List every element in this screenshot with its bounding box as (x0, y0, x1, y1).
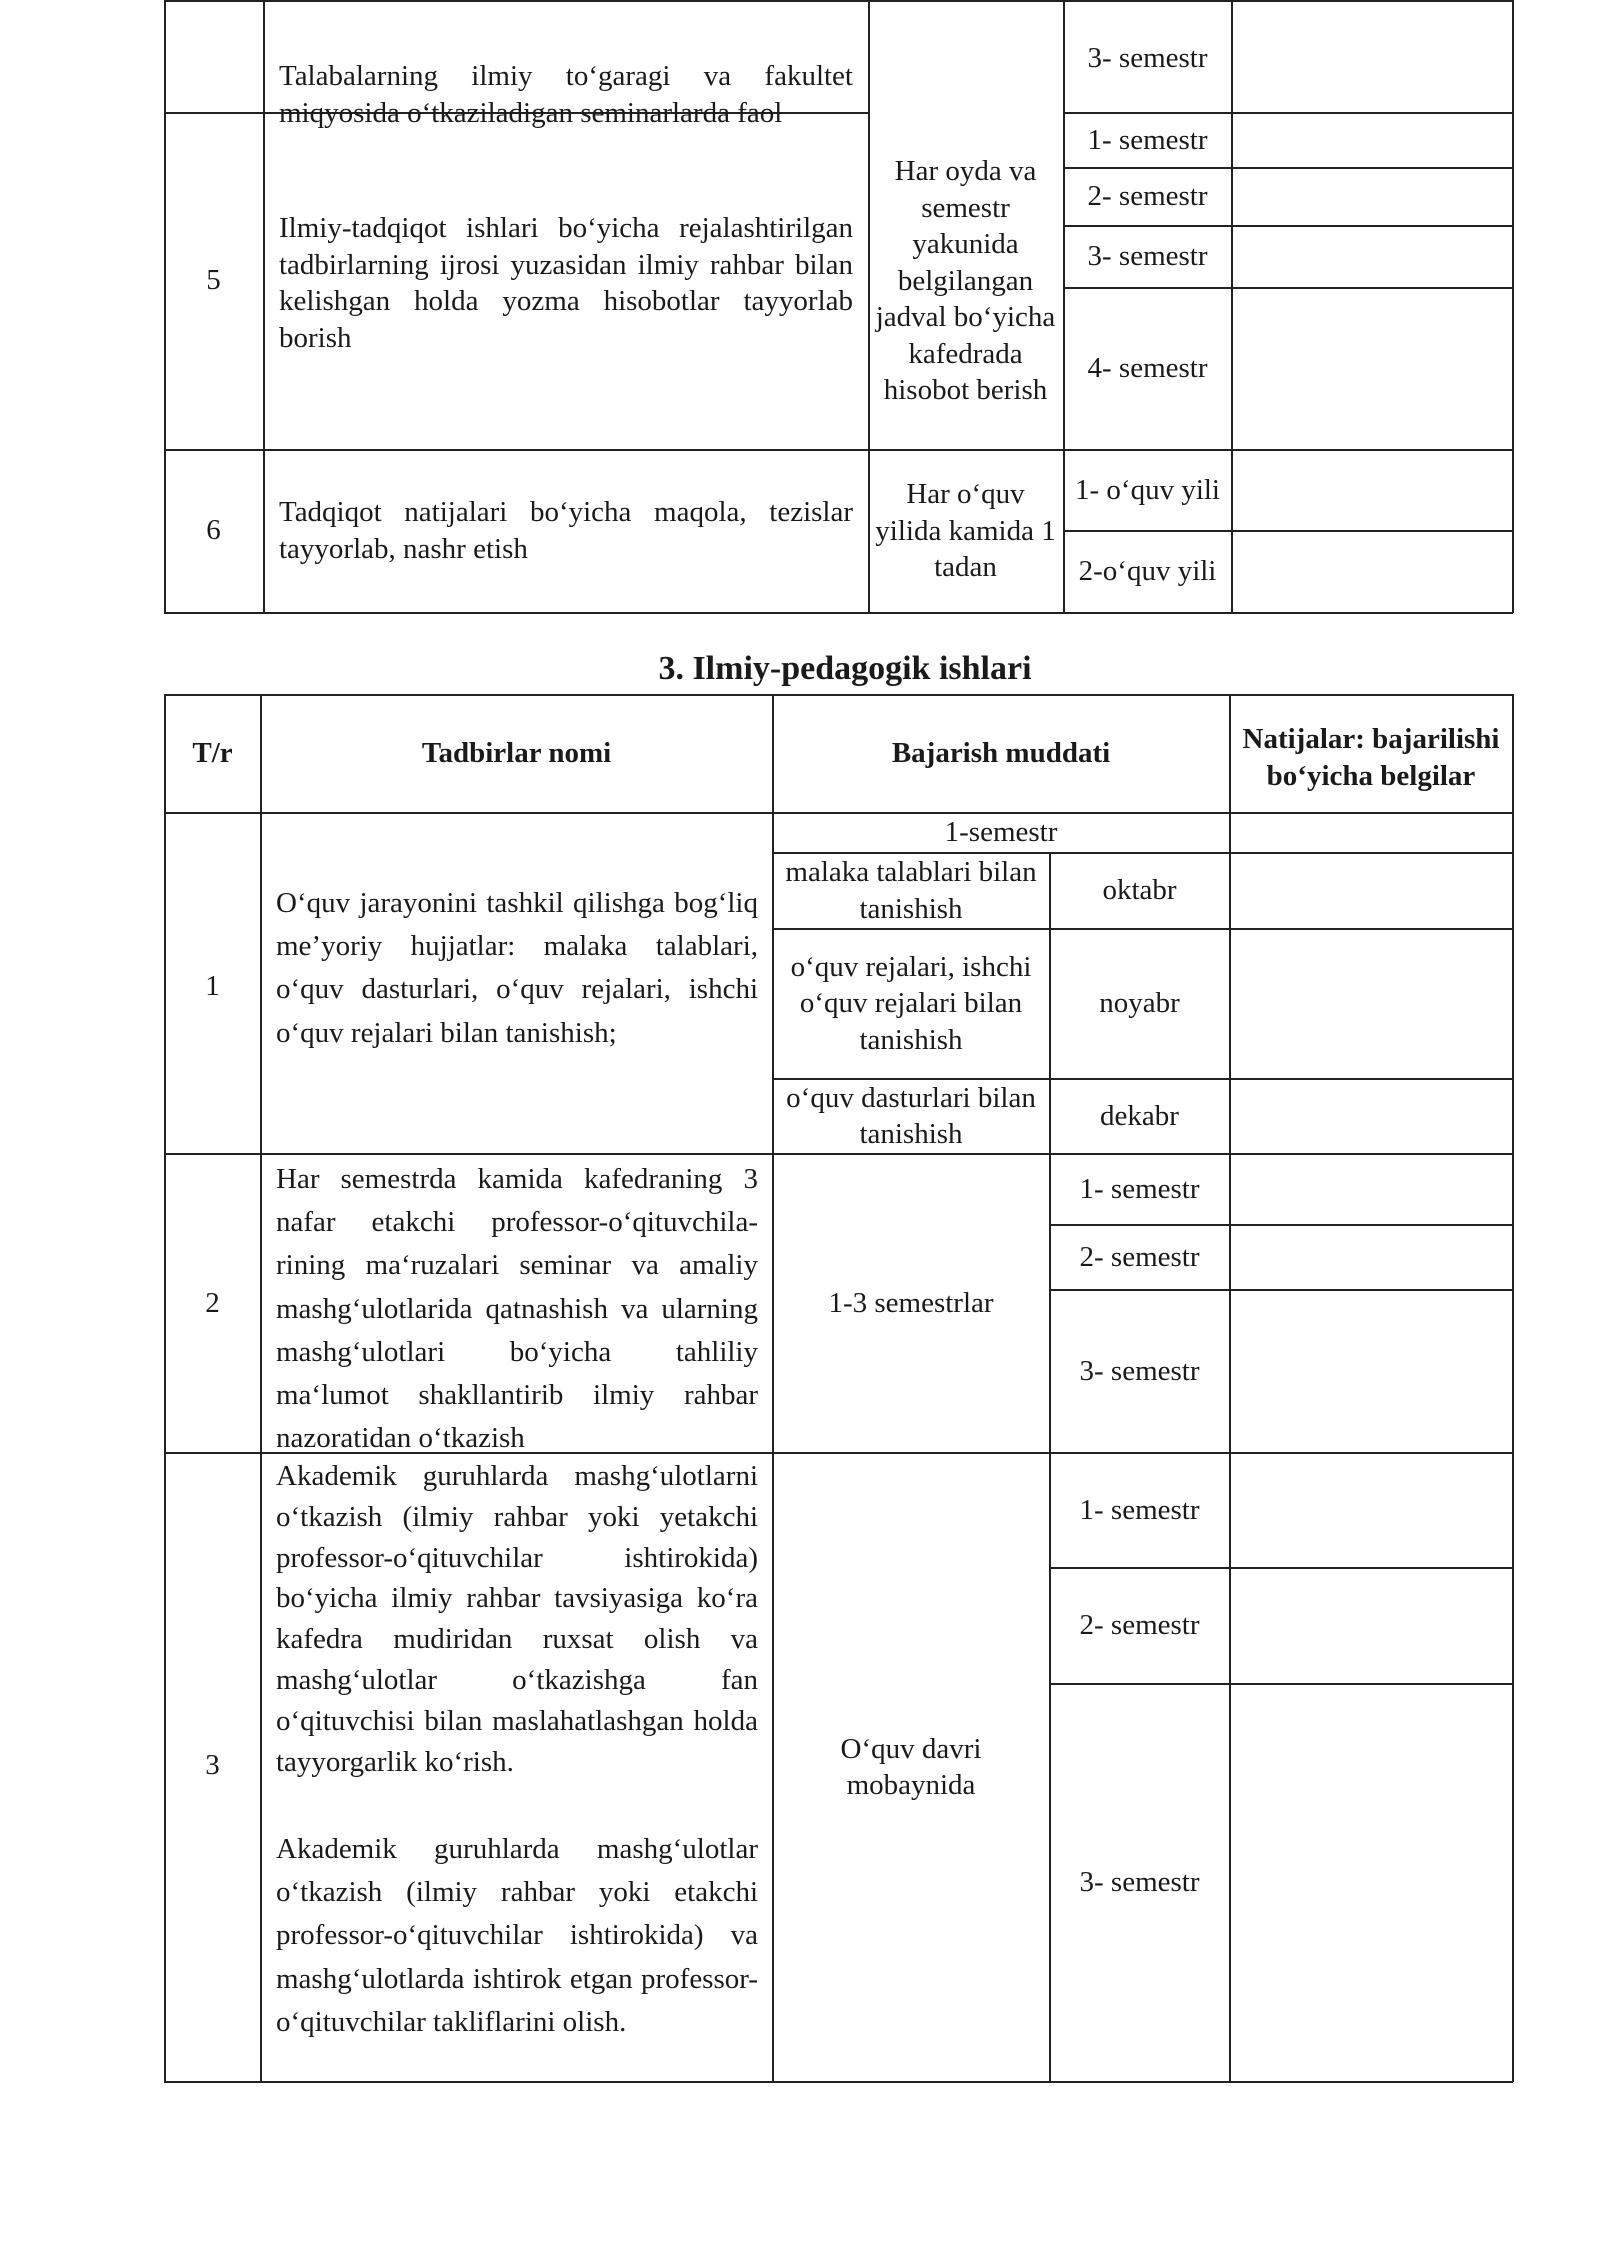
row1-activity: O‘quv jarayonini tashkil qilishga bog‘liq me’yoriy hujjatlar: malaka talablari, o‘quv dasturlari, o‘quv rejalari, ishchi o‘quv rejalari bilan tanishish; (276, 887, 758, 1049)
row2-deadline: 1-3 semestrlar (828, 1286, 994, 1319)
row3-semester-3: 3- semestr (1079, 1866, 1200, 1899)
row2-semester-2: 2- semestr (1079, 1240, 1200, 1273)
row3-semester-2: 2- semestr (1079, 1609, 1200, 1642)
header-deadline: Bajarish muddati (891, 737, 1111, 770)
row1-month-3: dekabr (1100, 1099, 1179, 1132)
row1-month-1: oktabr (1102, 874, 1177, 907)
row5-deadline: Har oyda va semestr yakunida belgilangan jadval bo‘yicha kafedrada hisobot berish (875, 155, 1056, 407)
row2-activity: Har semestrda kamida kafedraning 3 nafar etakchi professor-o‘qituvchila-rining ma‘ruzalari seminar va amaliy mashg‘ulotlarida qatnashish va ularning mashg‘ulotlari bo‘yicha tahliliy ma‘lumot shakllantirib ilmiy rahbar nazoratidan o‘tkazish (276, 1163, 758, 1455)
row6-year-2: 2-o‘quv yili (1078, 555, 1217, 588)
row3-semester-1: 1- semestr (1079, 1493, 1200, 1526)
row6-number: 6 (206, 513, 221, 546)
row2-semester-3: 3- semestr (1079, 1354, 1200, 1387)
row5-semester-3: 3- semestr (1087, 240, 1208, 273)
row1-number: 1 (205, 969, 220, 1002)
row1-task-3: o‘quv dasturlari bilan tanishish (786, 1081, 1036, 1150)
header-number: T/r (192, 737, 233, 770)
row3-deadline: O‘quv davri mobaynida (840, 1732, 982, 1801)
row1-month-2: noyabr (1099, 987, 1180, 1020)
row1-task-1: malaka talablari bilan tanishish (785, 856, 1037, 925)
row6-year-1: 1- o‘quv yili (1075, 474, 1220, 507)
row5-number: 5 (206, 263, 221, 296)
row5-semester-1: 1- semestr (1087, 123, 1208, 156)
row5-activity: Ilmiy-tadqiqot ishlari bo‘yicha rejalashtirilgan tadbirlarning ijrosi yuzasidan ilmiy rahbar bilan kelishgan holda yozma hisobotlar tayyorlab borish (279, 212, 853, 354)
row3-number: 3 (205, 1748, 220, 1781)
row3-activity-part-1: Akademik guruhlarda mashg‘ulotlarni o‘tkazish (ilmiy rahbar yoki yetakchi professor-o‘qituvchilar ishtirokida) bo‘yicha ilmiy rahbar tavsiyasiga ko‘ra kafedra mudiridan ruxsat olish va mashg‘ulotlar o‘tkazishga fan o‘qituvchisi bilan maslahatlashgan holda tayyorgarlik ko‘rish. (276, 1460, 758, 1778)
row5-semester-4: 4- semestr (1087, 352, 1208, 385)
row3-activity-part-2: Akademik guruhlarda mashg‘ulotlar o‘tkazish (ilmiy rahbar yoki etakchi professor-o‘qituvchilar ishtirokida) va mashg‘ulotlarda ishtirok etgan professor-o‘qituvchilar takliflarini olish. (276, 1833, 758, 2038)
row1-task-2: o‘quv rejalari, ishchi o‘quv rejalari bilan tanishish (790, 950, 1032, 1056)
row6-deadline: Har o‘quv yilida kamida 1 tadan (875, 478, 1056, 584)
header-results: Natijalar: bajarilishi bo‘yicha belgilar (1242, 723, 1500, 792)
row6-activity: Tadqiqot natijalari bo‘yicha maqola, tezislar tayyorlab, nashr etish (279, 496, 853, 565)
header-activity-name: Tadbirlar nomi (421, 737, 612, 770)
row1-semester: 1-semestr (944, 816, 1058, 849)
partial-row-semester: 3- semestr (1087, 41, 1208, 74)
row2-number: 2 (205, 1286, 220, 1319)
partial-row-activity: Talabalarning ilmiy to‘garagi va fakultet miqyosida o‘tkaziladigan seminarlarda faol (279, 60, 853, 129)
row5-semester-2: 2- semestr (1087, 180, 1208, 213)
row2-semester-1: 1- semestr (1079, 1172, 1200, 1205)
section-title: 3. Ilmiy-pedagogik ishlari (658, 650, 1032, 687)
